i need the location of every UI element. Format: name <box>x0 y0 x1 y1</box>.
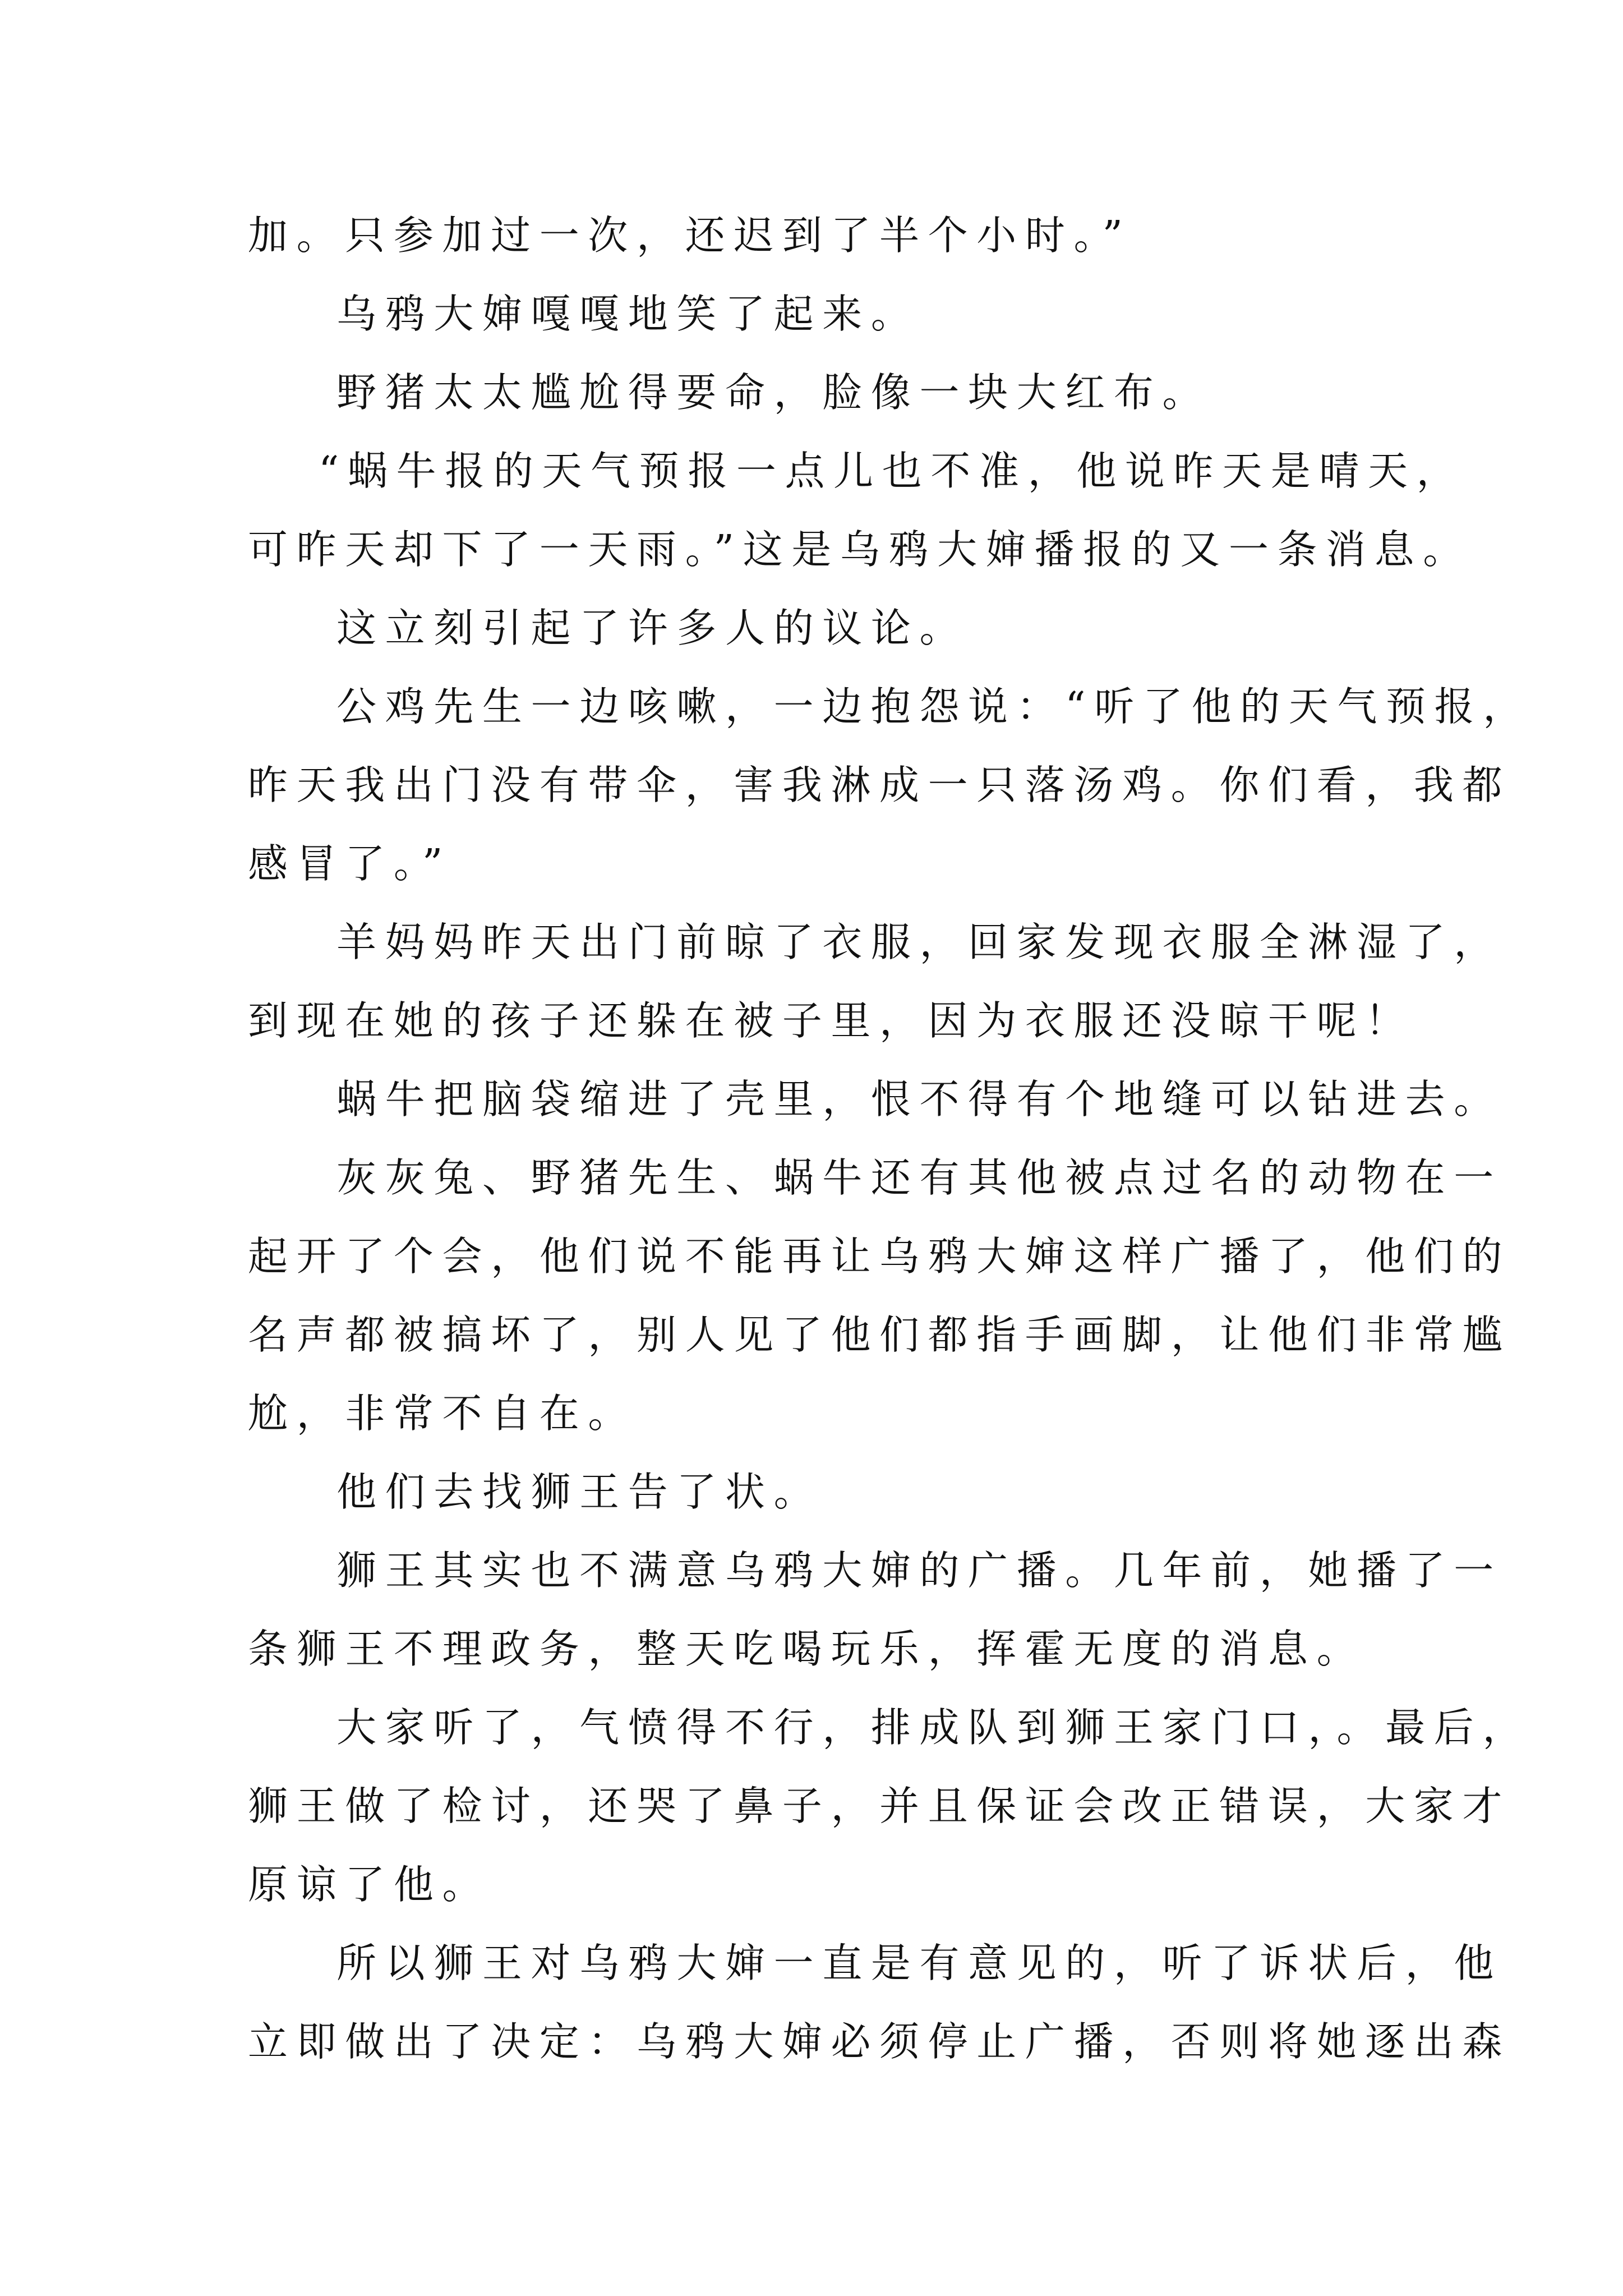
text-line-8: 昨天我出门没有带伞，害我淋成一只落汤鸡。你们看，我都 <box>248 762 1511 808</box>
text-line-20: 大家听了，气愤得不行，排成队到狮王家门口，。最后， <box>336 1704 1532 1751</box>
text-line-21: 狮王做了检讨，还哭了鼻子，并且保证会改正错误，大家才 <box>248 1783 1511 1829</box>
text-line-12: 蜗牛把脑袋缩进了壳里，恨不得有个地缝可以钻进去。 <box>336 1076 1502 1122</box>
text-line-18: 狮王其实也不满意乌鸦大婶的广播。几年前，她播了一 <box>336 1547 1502 1594</box>
text-line-5: 可昨天却下了一天雨。”这是乌鸦大婶播报的又一条消息。 <box>248 526 1472 573</box>
text-line-22: 原谅了他。 <box>248 1861 491 1908</box>
text-line-7: 公鸡先生一边咳嗽，一边抱怨说：“听了他的天气预报， <box>336 683 1532 730</box>
text-line-6: 这立刻引起了许多人的议论。 <box>336 605 969 651</box>
text-line-9: 感冒了。” <box>248 840 451 887</box>
text-line-16: 尬，非常不自在。 <box>248 1390 637 1437</box>
text-line-3: 野猪太太尴尬得要命，脸像一块大红布。 <box>336 369 1211 416</box>
text-line-4: “蜗牛报的天气预报一点儿也不准，他说昨天是晴天， <box>319 448 1465 494</box>
text-line-10: 羊妈妈昨天出门前晾了衣服，回家发现衣服全淋湿了， <box>336 919 1502 965</box>
text-line-2: 乌鸦大婶嘎嘎地笑了起来。 <box>336 291 920 337</box>
text-line-14: 起开了个会，他们说不能再让乌鸦大婶这样广播了，他们的 <box>248 1233 1511 1280</box>
text-line-11: 到现在她的孩子还躲在被子里，因为衣服还没晾干呢！ <box>248 997 1414 1044</box>
text-line-24: 立即做出了决定：乌鸦大婶必须停止广播，否则将她逐出森 <box>248 2018 1511 2065</box>
text-line-15: 名声都被搞坏了，别人见了他们都指手画脚，让他们非常尴 <box>248 1312 1511 1358</box>
text-line-13: 灰灰兔、野猪先生、蜗牛还有其他被点过名的动物在一 <box>336 1154 1502 1201</box>
text-line-1: 加。只参加过一次，还迟到了半个小时。” <box>248 212 1132 259</box>
text-line-19: 条狮王不理政务，整天吃喝玩乐，挥霍无度的消息。 <box>248 1626 1366 1672</box>
text-line-23: 所以狮王对乌鸦大婶一直是有意见的，听了诉状后，他 <box>336 1940 1502 1986</box>
text-line-17: 他们去找狮王告了状。 <box>336 1469 823 1515</box>
